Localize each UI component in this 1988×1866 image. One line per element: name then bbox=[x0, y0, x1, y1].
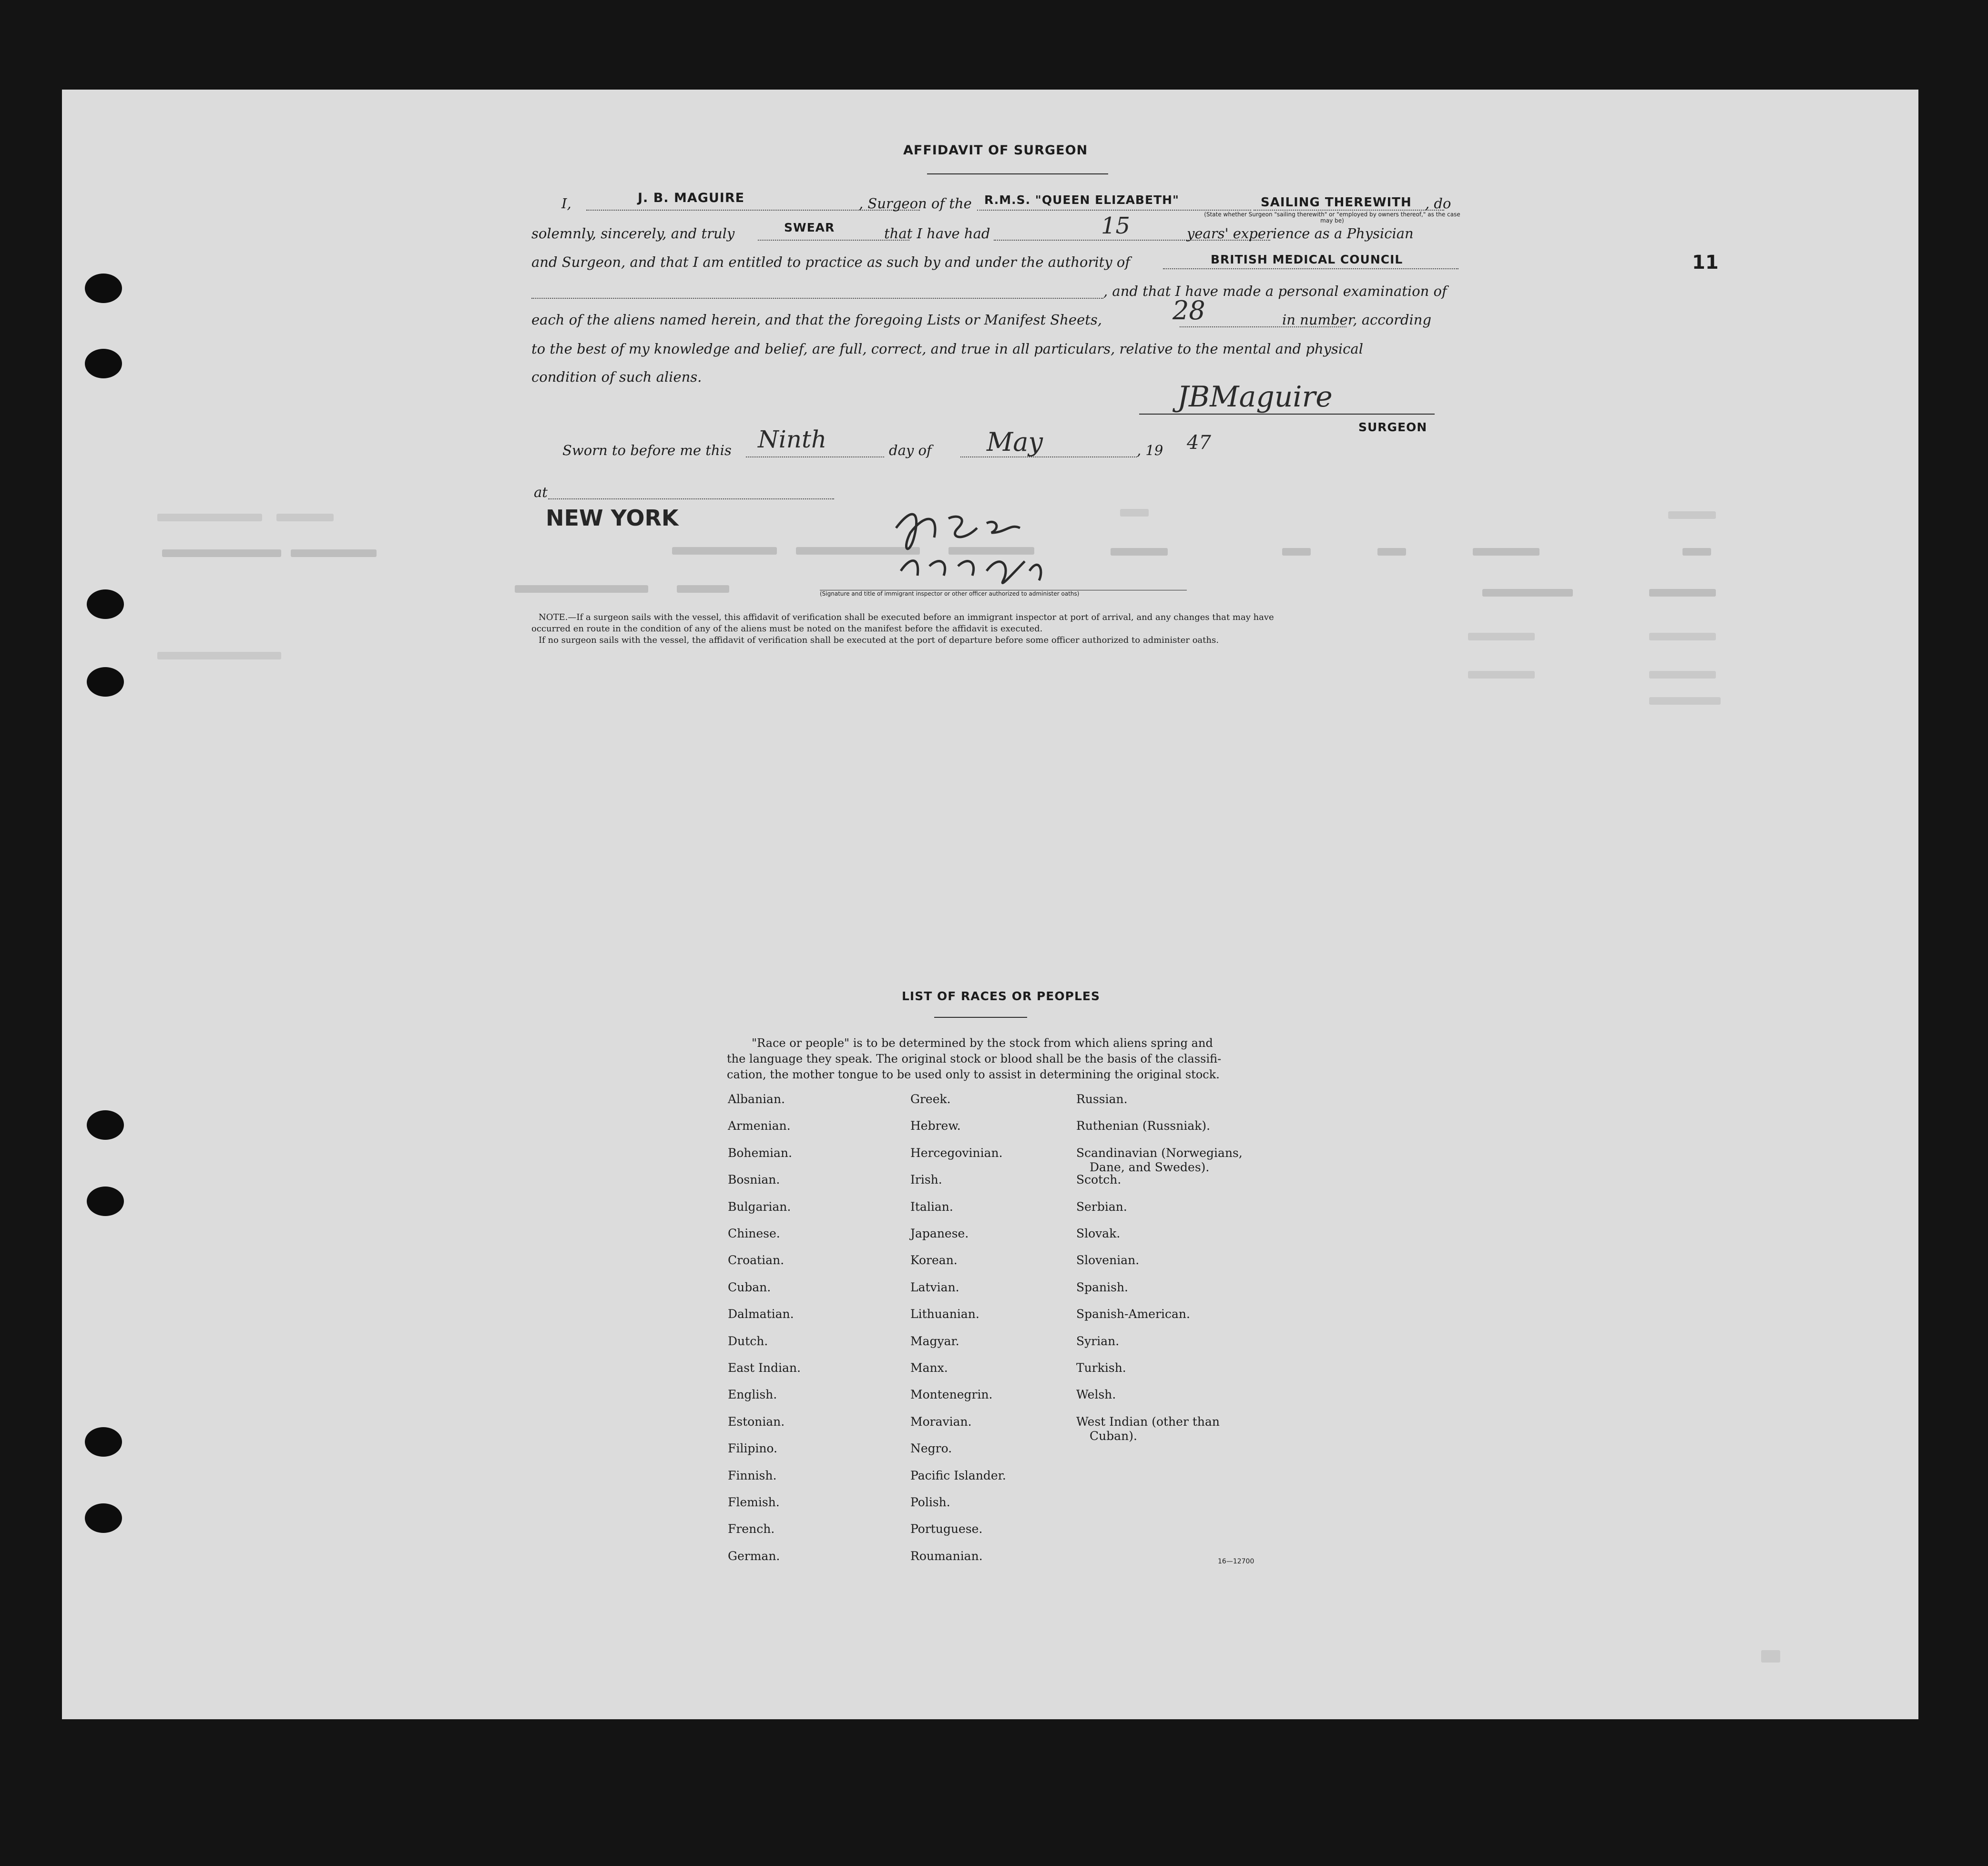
race-item: Welsh. bbox=[1076, 1388, 1116, 1402]
races-intro-line: cation, the mother tongue to be used only to assist in determining the original stock. bbox=[727, 1068, 1220, 1081]
binder-hole bbox=[87, 667, 124, 697]
bleed-through bbox=[276, 514, 334, 521]
race-item: Japanese. bbox=[910, 1227, 969, 1240]
sworn-day-field bbox=[746, 456, 884, 457]
note-line-3: If no surgeon sails with the vessel, the affidavit of verification shall be executed at the port of departure before some officer authorized to administer oaths. bbox=[539, 635, 1219, 645]
race-item: English. bbox=[728, 1388, 777, 1402]
race-item: Slovak. bbox=[1076, 1227, 1121, 1240]
race-item: Latvian. bbox=[910, 1280, 959, 1294]
race-item: Lithuanian. bbox=[910, 1307, 979, 1321]
race-item: Spanish-American. bbox=[1076, 1307, 1190, 1321]
note-line-2: occurred en route in the condition of any of the aliens must be noted on the manifest before the affidavit is executed. bbox=[531, 624, 1043, 634]
races-intro bbox=[727, 1035, 1246, 1083]
race-item: Scandinavian (Norwegians, bbox=[1076, 1146, 1243, 1160]
oath-word: SWEAR bbox=[784, 221, 835, 234]
line2-mid: that I have had bbox=[884, 225, 990, 242]
races-intro-line: "Race or people" is to be determined by the stock from which aliens spring and bbox=[752, 1036, 1213, 1050]
sailing-status: SAILING THEREWITH bbox=[1261, 195, 1412, 210]
stain-mark bbox=[1761, 1650, 1780, 1663]
title-underline bbox=[927, 173, 1108, 174]
race-item: Roumanian. bbox=[910, 1549, 983, 1563]
race-item: Slovenian. bbox=[1076, 1253, 1140, 1268]
bleed-through bbox=[1649, 697, 1721, 705]
sailing-field bbox=[1254, 210, 1444, 211]
sworn-day: Ninth bbox=[758, 426, 827, 453]
races-intro-line: the language they speak. The original stock or blood shall be the basis of the classifi- bbox=[727, 1052, 1222, 1065]
race-item: Scotch. bbox=[1076, 1173, 1121, 1187]
race-item: Dane, and Swedes). bbox=[1090, 1160, 1210, 1174]
bleed-through bbox=[515, 585, 648, 593]
race-item: Armenian. bbox=[728, 1119, 791, 1133]
bleed-through bbox=[1282, 548, 1311, 556]
bleed-through bbox=[1649, 589, 1716, 597]
race-item: Ruthenian (Russniak). bbox=[1076, 1119, 1211, 1133]
race-item: Hebrew. bbox=[910, 1119, 961, 1133]
race-item: Greek. bbox=[910, 1092, 951, 1106]
bleed-through bbox=[1377, 548, 1406, 556]
bleed-through bbox=[1473, 548, 1539, 556]
bleed-through bbox=[1468, 671, 1535, 679]
race-item: Turkish. bbox=[1076, 1361, 1126, 1375]
line5-start: each of the aliens named herein, and that the foregoing Lists or Manifest Sheets, bbox=[531, 312, 1102, 328]
signature-line bbox=[1139, 414, 1435, 415]
race-item: Manx. bbox=[910, 1361, 948, 1375]
races-title: LIST OF RACES OR PEOPLES bbox=[902, 989, 1100, 1003]
race-item: Irish. bbox=[910, 1173, 942, 1187]
sworn-year-prefix: , 19 bbox=[1137, 442, 1163, 458]
manifest-page bbox=[62, 90, 1918, 1719]
vessel-name: R.M.S. "QUEEN ELIZABETH" bbox=[984, 193, 1180, 207]
binder-hole bbox=[85, 274, 122, 303]
at-field bbox=[548, 498, 834, 499]
line4: , and that I have made a personal examination of bbox=[1103, 283, 1447, 299]
bleed-through bbox=[162, 549, 281, 557]
binder-hole bbox=[85, 1427, 122, 1457]
line6: to the best of my knowledge and belief, are full, correct, and true in all particulars, relative to the mental and physical bbox=[531, 341, 1363, 357]
line3-start: and Surgeon, and that I am entitled to practice as such by and under the authority of bbox=[531, 254, 1131, 270]
line1-end: , do bbox=[1425, 195, 1451, 212]
race-item: Cuban). bbox=[1090, 1429, 1137, 1443]
race-item: Korean. bbox=[910, 1253, 958, 1268]
race-item: Serbian. bbox=[1076, 1199, 1127, 1214]
surgeon-name: J. B. MAGUIRE bbox=[638, 191, 745, 205]
bleed-through bbox=[157, 514, 262, 521]
races-title-underline bbox=[934, 1017, 1027, 1018]
bleed-through bbox=[677, 585, 729, 593]
race-item: Magyar. bbox=[910, 1334, 959, 1348]
line7: condition of such aliens. bbox=[531, 369, 702, 385]
race-item: Albanian. bbox=[728, 1092, 785, 1106]
sworn-mid: day of bbox=[889, 442, 932, 458]
binder-hole bbox=[87, 589, 124, 619]
sworn-month: May bbox=[987, 427, 1043, 457]
location-stamp: NEW YORK bbox=[546, 505, 679, 531]
race-item: French. bbox=[728, 1522, 775, 1536]
race-item: Russian. bbox=[1076, 1092, 1128, 1106]
line1-prefix: I, bbox=[561, 195, 571, 212]
race-item: Bohemian. bbox=[728, 1146, 792, 1160]
race-item: Filipino. bbox=[728, 1441, 777, 1456]
years-handwritten: 15 bbox=[1101, 213, 1131, 239]
binder-hole bbox=[87, 1110, 124, 1140]
bleed-through bbox=[1682, 548, 1711, 556]
authority-continued-field bbox=[531, 298, 1103, 299]
binder-hole bbox=[85, 1503, 122, 1533]
race-item: Portuguese. bbox=[910, 1522, 983, 1536]
form-number: 16—12700 bbox=[1218, 1558, 1254, 1565]
race-item: Syrian. bbox=[1076, 1334, 1120, 1348]
race-item: Finnish. bbox=[728, 1468, 777, 1482]
signature-label: SURGEON bbox=[1358, 420, 1427, 434]
race-item: Montenegrin. bbox=[910, 1388, 993, 1402]
race-item: Chinese. bbox=[728, 1227, 780, 1240]
authority-field bbox=[1163, 268, 1458, 269]
race-item: Moravian. bbox=[910, 1414, 972, 1429]
race-item: Cuban. bbox=[728, 1280, 771, 1294]
bleed-through bbox=[1506, 589, 1573, 597]
sworn-prefix: Sworn to before me this bbox=[562, 442, 732, 458]
race-item: West Indian (other than bbox=[1076, 1414, 1220, 1429]
affidavit-title: AFFIDAVIT OF SURGEON bbox=[903, 143, 1088, 158]
race-item: Hercegovinian. bbox=[910, 1146, 1003, 1160]
line5-end: in number, according bbox=[1282, 312, 1432, 328]
surgeon-signature: JBMaguire bbox=[1177, 380, 1333, 414]
binder-hole bbox=[85, 349, 122, 378]
line2-end: years' experience as a Physician bbox=[1187, 225, 1414, 242]
race-item: Bulgarian. bbox=[728, 1199, 791, 1214]
race-item: Estonian. bbox=[728, 1414, 785, 1429]
race-item: Bosnian. bbox=[728, 1173, 780, 1187]
race-item: Flemish. bbox=[728, 1495, 780, 1509]
bleed-through bbox=[1668, 511, 1716, 519]
sheets-count-handwritten: 28 bbox=[1172, 295, 1205, 325]
authority: BRITISH MEDICAL COUNCIL bbox=[1211, 253, 1403, 266]
sworn-year: 47 bbox=[1187, 432, 1211, 454]
race-item: Croatian. bbox=[728, 1253, 785, 1268]
bleed-through bbox=[1649, 633, 1716, 640]
bleed-through bbox=[291, 549, 377, 557]
note-line-1: NOTE.—If a surgeon sails with the vessel, this affidavit of verification shall be executed before an immigrant inspector at port of arrival, and any changes that may have bbox=[539, 612, 1274, 622]
bleed-through bbox=[672, 547, 777, 555]
bleed-through bbox=[1468, 633, 1535, 640]
bleed-through bbox=[157, 652, 281, 659]
line2-start: solemnly, sincerely, and truly bbox=[531, 225, 735, 242]
race-item: Polish. bbox=[910, 1495, 950, 1509]
vessel-field bbox=[977, 210, 1251, 211]
race-item: East Indian. bbox=[728, 1361, 801, 1375]
race-item: Dutch. bbox=[728, 1334, 768, 1348]
race-item: Pacific Islander. bbox=[910, 1468, 1006, 1482]
race-item: Italian. bbox=[910, 1199, 953, 1214]
race-item: German. bbox=[728, 1549, 780, 1563]
race-item: Negro. bbox=[910, 1441, 952, 1456]
race-item: Dalmatian. bbox=[728, 1307, 794, 1321]
page-number: 11 bbox=[1692, 252, 1719, 274]
at-label: at bbox=[534, 484, 548, 500]
line1-mid: , Surgeon of the bbox=[859, 195, 972, 212]
bleed-through bbox=[1649, 671, 1716, 679]
officer-caption: (Signature and title of immigrant inspector or other officer authorized to administer oaths) bbox=[820, 590, 1080, 597]
race-item: Spanish. bbox=[1076, 1280, 1129, 1294]
binder-hole bbox=[87, 1187, 124, 1216]
sailing-note: (State whether Surgeon "sailing therewith" or "employed by owners thereof," as the case may be) bbox=[1204, 211, 1460, 224]
officer-signature bbox=[882, 499, 1130, 595]
